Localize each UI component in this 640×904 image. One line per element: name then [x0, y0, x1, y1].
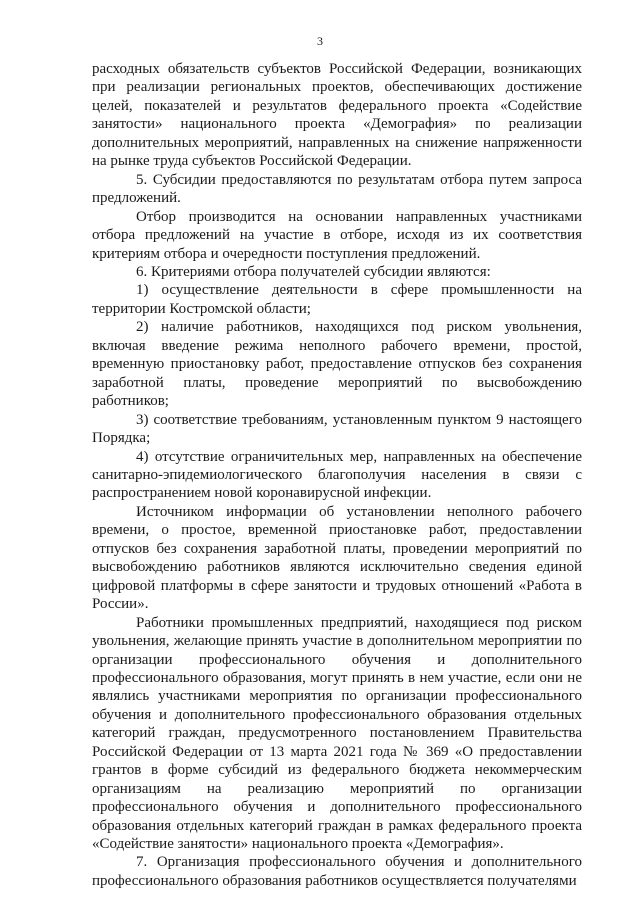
paragraph-item-6: 6. Критериями отбора получателей субсидии являются:: [136, 263, 491, 280]
criterion-1: 1) осуществление деятельности в сфере промышленности на территории Костромской области;: [92, 282, 582, 317]
paragraph-information-source: Источником информации об установлении неполного рабочего времени, о простое, временной приостановке работ, предоставлении отпусков без сохранения заработной платы, проведении мероприятий по высвобождению работников являются исключительно сведения единой цифровой платформы в сфере занятости и трудовых отношений «Работа в России».: [92, 503, 582, 613]
criterion-3: 3) соответствие требованиям, установленным пунктом 9 настоящего Порядка;: [92, 411, 582, 447]
paragraph-item-5: 5. Субсидии предоставляются по результатам отбора путем запроса предложений.: [92, 171, 582, 207]
page-number: 3: [317, 34, 323, 48]
paragraph-workers-participation: Работники промышленных предприятий, находящиеся под риском увольнения, желающие принять участие в дополнительном мероприятии по организации профессионального обучения и дополнительного профессионального образования, могут принять в нем участие, если они не являлись участниками мероприятия по организации профессионального обучения и дополнительного профессионального образования отдельных категорий граждан, предусмотренного постановлением Правительства Российской Федерации от 13 марта 2021 года № 369 «О предоставлении грантов в форме субсидий из федерального бюджета некоммерческим организациям на реализацию мероприятий по организации профессионального обучения и дополнительного профессионального образования отдельных категорий граждан в рамках федерального проекта «Содействие занятости» национального проекта «Демография».: [92, 614, 582, 853]
document-body: [92, 60, 582, 890]
paragraph-continuation: расходных обязательств субъектов Российской Федерации, возникающих при реализации региональных проектов, обеспечивающих достижение целей, показателей и результатов федерального проекта «Содействие занятости» национального проекта «Демография» по реализации дополнительных мероприятий, направленных на снижение напряженности на рынке труда субъектов Российской Федерации.: [92, 61, 582, 170]
paragraph-item-7: 7. Организация профессионального обучения и дополнительного профессионального образования работников осуществляется получателями: [92, 854, 582, 889]
criterion-4: 4) отсутствие ограничительных мер, направленных на обеспечение санитарно-эпидемиологического благополучия населения в связи с распространением новой коронавирусной инфекции.: [92, 448, 582, 502]
paragraph-selection-basis: Отбор производится на основании направленных участниками отбора предложений на участие в отборе, исходя из их соответствия критериям отбора и очередности поступления предложений.: [92, 208, 582, 262]
criterion-2: 2) наличие работников, находящихся под риском увольнения, включая введение режима неполного рабочего времени, простой, временную приостановку работ, предоставление отпусков без сохранения заработной платы, проведение мероприятий по высвобождению работников;: [92, 319, 582, 410]
